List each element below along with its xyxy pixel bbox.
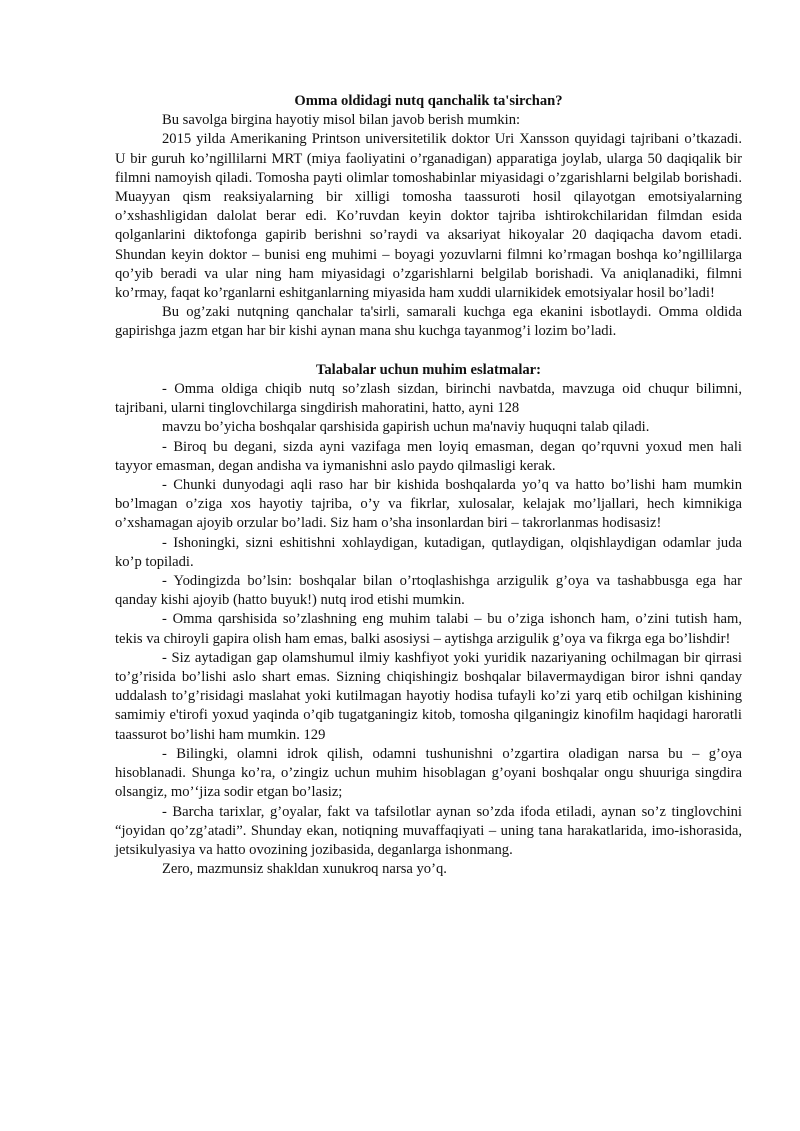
- note-paragraph: - Barcha tarixlar, g’oyalar, fakt va tafsilotlar aynan so’zda ifoda etiladi, aynan so’z tinglovchini “joyidan qo’zg’atadi”. Shunday ekan, notiqning muvaffaqiyati – uning tana harakatlarida, imo-ishorasida, jetsikulyasiya va hatto ovozining jozibasida, deganlarga ishonmang.: [115, 803, 742, 858]
- intro-paragraph: Bu og’zaki nutqning qanchalar ta'sirli, samarali kuchga ega ekanini isbotlaydi. Omma oldida gapirishga jazm etgan har bir kishi aynan mana shu kuchga tayanmog’i lozim bo’ladi.: [115, 304, 742, 340]
- note-paragraph: - Biroq bu degani, sizda ayni vazifaga men loyiq emasman, degan qo’rquvni yoxud men hali tayyor emasman, degan andisha va iymanishni aslo paydo qilmasligi kerak.: [115, 438, 742, 474]
- closing-paragraph: Zero, mazmunsiz shakldan xunukroq narsa yo’q.: [162, 861, 447, 878]
- note-paragraph: - Omma oldiga chiqib nutq so’zlash sizdan, birinchi navbatda, mavzuga oid chuqur bilimni, tajribani, ularni tinglovchilarga singdirish mahoratini, hatto, ayni 128: [115, 381, 742, 417]
- note-paragraph: - Bilingki, olamni idrok qilish, odamni tushunishni o’zgartira oladigan narsa bu – g’oya hisoblanadi. Shunga ko’ra, o’zingiz uchun muhim hisoblagan g’oyani boshqalar ongu shuuriga singdira olsangiz, mo’‘jiza sodir etgan bo’lasiz;: [115, 745, 742, 801]
- note-paragraph: - Ishoningki, sizni eshitishni xohlaydigan, kutadigan, qutlaydigan, olqishlaydigan odamlar juda ko’p topiladi.: [115, 534, 742, 570]
- section-title: Talabalar uchun muhim eslatmalar:: [315, 361, 542, 378]
- note-paragraph: - Yodingizda bo’lsin: boshqalar bilan o’rtoqlashishga arzigulik g’oya va tashabbusga ega har qanday kishi ajoyib (hatto buyuk!) nutq irod etishi mumkin.: [115, 573, 742, 609]
- document-page: [115, 92, 742, 879]
- note-paragraph: mavzu bo’yicha boshqalar qarshisida gapirish uchun ma'naviy huquqni talab qiladi.: [162, 419, 650, 436]
- document-title: Omma oldidagi nutq qanchalik ta'sirchan?: [294, 93, 563, 109]
- note-paragraph: - Omma qarshisida so’zlashning eng muhim talabi – bu o’ziga ishonch ham, o’zini tutish ham, tekis va chiroyli gapira olish ham emas, balki asosiysi – aytishga arzigulik g’oya va fikrga ega bo’lishdir!: [115, 611, 742, 647]
- section-spacer: [115, 342, 742, 361]
- note-paragraph: - Siz aytadigan gap olamshumul ilmiy kashfiyot yoki yuridik nazariyaning ochilmagan bir qirrasi to’g’risida bo’lishi aslo shart emas. Sizning chiqishingiz boshqalar bilavermaydigan biror ishni qanday uddalash to’g’risidagi maslahat yoki kutilmagan hayotiy hodisa tufayli ko’zi yarq etib ochilgan kishining samimiy e'tirofi yoxud yaqinda o’qib tugatganingiz kitob, tomosha qilganingiz kinofilm haqidagi haroratli taassurot bo’lishi ham mumkin. 129: [115, 649, 742, 743]
- intro-paragraph: 2015 yilda Amerikaning Printson universitetilik doktor Uri Xansson quyidagi tajribani o’tkazadi. U bir guruh ko’ngillilarni MRT (miya faoliyatini o’rganadigan) apparatiga joylab, ularga 50 daqiqalik bir filmni namoyish qiladi. Tomosha payti olimlar tomoshabinlar miyasidagi o’zgarishlarni belgilab borishadi. Muayyan qism reaksiyalarning bir xilligi tomosha taassuroti hosil qilayotgan emotsiyalarning o’xshashligidan dalolat berar edi. Ko’ruvdan keyin doktor tajriba ishtirokchilaridan filmdan esida qolganlarini diktofonga gapirib berishni so’raydi va aksariyat hikoyalar 20 daqiqacha davom etadi. Shundan keyin doktor – bunisi eng muhimi – boyagi yozuvlarni filmni ko’rmagan boshqa ko’ngillilarga qo’yib beradi va ular ning ham miyasidagi o’zgarishlarni belgilab borishadi. Va aniqlanadiki, filmni ko’rmay, faqat ko’rganlarni eshitganlarning miyasida ham xuddi ularnikidek emotsiyalar hosil bo’ladi!: [115, 131, 742, 302]
- intro-paragraph: Bu savolga birgina hayotiy misol bilan javob berish mumkin:: [162, 112, 521, 129]
- note-paragraph: - Chunki dunyodagi aqli raso har bir kishida boshqalarda yo’q va hatto bo’lishi ham mumkin bo’lmagan o’ziga xos hayotiy tajriba, o’y va fikrlar, xulosalar, kelajak mo’ljallari, hech kimnikiga o’xshamagan ajoyib orzular bo’ladi. Siz ham o’sha insonlardan biri – takrorlanmas hodisasiz!: [115, 477, 742, 532]
